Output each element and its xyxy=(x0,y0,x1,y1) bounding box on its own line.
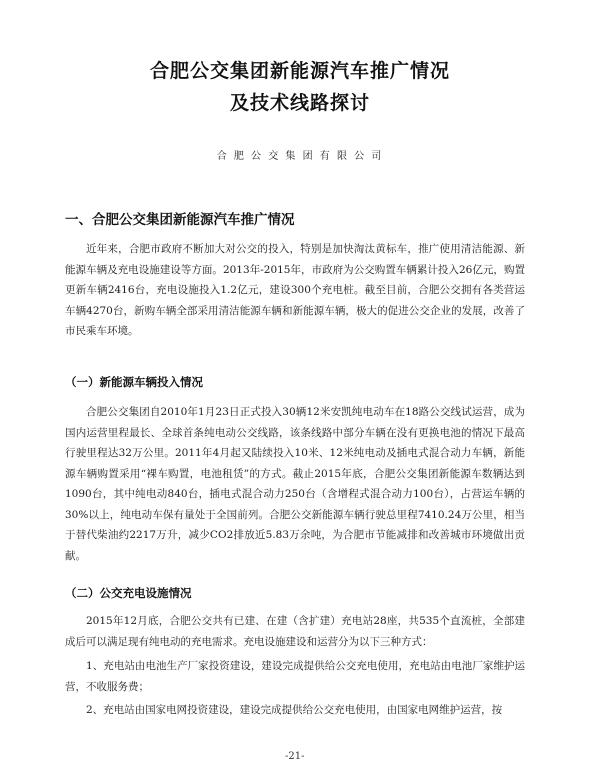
organization-name: 合 肥 公 交 集 团 有 限 公 司 xyxy=(216,151,384,162)
subsection-1-heading: （一）新能源车辆投入情况 xyxy=(65,375,203,389)
list-item-1: 1、充电站由电池生产厂家投资建设，建设完成提供给公交充电使用，充电站由电池厂家维护运营，不收服务费； xyxy=(65,660,525,693)
subsection-2-paragraph: 2015年12月底，合肥公交共有已建、在建（含扩建）充电站28座，共535个直流桩，全部建成后可以满足现有纯电动的充电需求。充电设施建设和运营分为以下三种方式： xyxy=(65,615,525,648)
subsection-1-paragraph: 合肥公交集团自2010年1月23日正式投入30辆12米安凯纯电动车在18路公交线试运营，成为国内运营里程最长、全球首条纯电动公交线路，该条线路中部分车辆在没有更换电池的情况下最高行驶里程达32万公里。2011年4月起又陆续投入10米、12米纯电动及插电式混合动力车辆，新能源车辆购置采用“裸车购置，电池租赁”的方式。截止2015年底，合肥公交集团新能源车数辆达到1090台，其中纯电动840台，插电式混合动力250台（含增程式混合动力100台），占营运车辆的30%以上，纯电动车保有量处于全国前列。合肥公交新能源车辆行驶总里程7410.24万公里，相当于替代柴油约2217万升，减少CO2排放近5.83万余吨，为合肥市节能减排和改善城市环境做出贡献。 xyxy=(65,406,525,562)
title-line-2: 及技术线路探讨 xyxy=(229,92,370,114)
section-1-heading: 一、合肥公交集团新能源汽车推广情况 xyxy=(65,212,295,228)
section-1-intro-paragraph: 近年来，合肥市政府不断加大对公交的投入，特别是加快淘汰黄标车，推广使用清洁能源、新能源车辆及充电设施建设等方面。2013年-2015年，市政府为公交购置车辆累计投入26亿元，购置更新车辆2416台，充电设施投入1.2亿元，建设300个充电桩。截至目前，合肥公交拥有各类营运车辆4270台，新购车辆全部采用清洁能源车辆和新能源车辆，极大的促进公交企业的发展，改善了市民乘车环境。 xyxy=(65,243,525,337)
list-item-2: 2、充电站由国家电网投资建设，建设完成提供给公交充电使用，由国家电网维护运营，按 xyxy=(86,704,503,716)
title-line-1: 合肥公交集团新能源汽车推广情况 xyxy=(149,60,450,82)
subsection-2-heading: （二）公交充电设施情况 xyxy=(65,586,192,600)
page-number: -21- xyxy=(285,751,305,762)
